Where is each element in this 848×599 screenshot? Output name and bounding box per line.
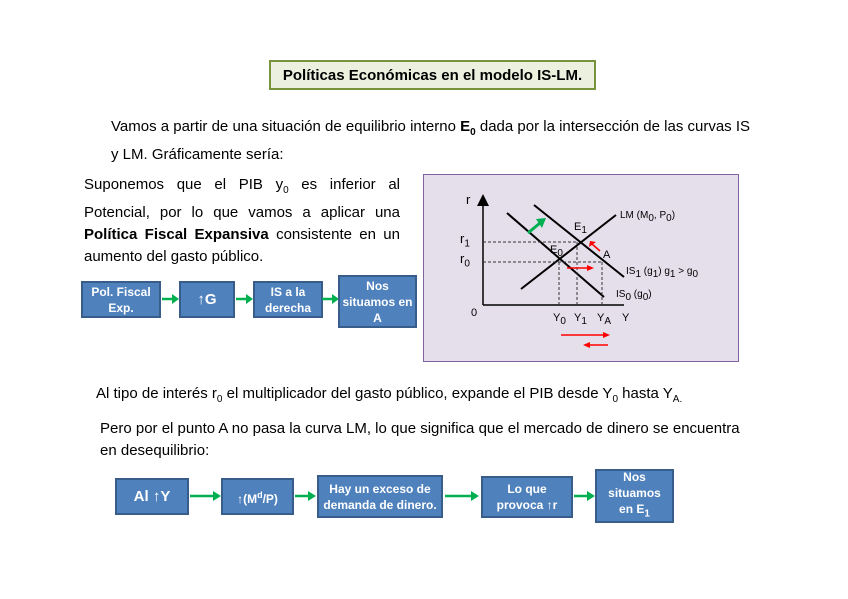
intro-text-2: dada por la intersección de las curvas IS y LM. Gráficamente sería: (111, 118, 751, 163)
flow1-box-is: IS a la derecha (253, 281, 323, 318)
page-title (269, 60, 596, 90)
suppose-text-1: Suponemos que el PIB y (84, 176, 284, 193)
e0-label: $E_0$ (550, 244, 563, 260)
suppose-text-2: es inferior al Potencial, por lo que vamos a aplicar una (84, 176, 400, 221)
is1-label: $IS_1$ $(g_1) g_1 > g_0$ (626, 266, 699, 280)
flow2-box-r: Lo que provoca ↑r (481, 476, 573, 518)
origin-label: 0 (471, 307, 478, 319)
lm-label: LM ($M_0$, $P_0$) (620, 210, 676, 224)
r1-label: $r_1$ (460, 231, 470, 250)
flow1-arrow-2 (236, 292, 254, 306)
flow2-arrow-2 (295, 489, 317, 503)
e1-label: $E_1$ (574, 221, 587, 237)
red-arrow-a (567, 265, 594, 271)
is-lm-graph (423, 174, 739, 362)
is0-label: $IS_0$ $(g_0)$ (616, 289, 652, 303)
multiplier-paragraph: Al tipo de interés $r_0$ el multiplicador del gasto público, expande el PIB desde $Y_0$ hasta $Y_{A.}$ (96, 385, 683, 405)
fiscal-policy-bold: Política Fiscal Expansiva (84, 226, 269, 243)
flow2-box-md: $↑(M^d/P)$ (221, 478, 294, 515)
y0-label: $Y_0$ (553, 312, 566, 328)
axis-r-label: r (466, 192, 471, 207)
is1-curve (534, 205, 624, 277)
flow1-arrow-1 (162, 292, 180, 306)
r0-label: $r_0$ (460, 251, 470, 270)
lm-paragraph: Pero por el punto A no pasa la curva LM, lo que significa que el mercado de dinero se encuentra en desequilibrio: (100, 420, 740, 459)
y1-label: $Y_1$ (574, 312, 587, 328)
flow1-box-fiscal: Pol. Fiscal Exp. (81, 281, 161, 318)
suppose-text-3: consistente en un aumento del gasto público. (84, 226, 400, 265)
red-arrow-bottom-right (561, 332, 610, 338)
suppose-paragraph (84, 174, 400, 268)
flow2-box-e1: Nos situamos en $E_1$ (595, 469, 674, 523)
intro-paragraph (111, 116, 751, 166)
flow1-box-a: Nos situamos en A (338, 275, 417, 328)
title-text: Políticas Económicas en el modelo IS-LM. (282, 66, 583, 84)
axis-y-label: Y (622, 312, 630, 324)
flow2-arrow-1 (190, 489, 222, 503)
ya-label: $Y_A$ (597, 312, 612, 328)
intro-text-1: Vamos a partir de una situación de equilibrio interno (111, 118, 461, 135)
flow2-box-y: Al ↑Y (115, 478, 189, 515)
flow2-arrow-3 (445, 489, 480, 503)
flow2-box-excess: Hay un exceso de demanda de dinero. (317, 475, 443, 518)
green-shift-arrow (528, 218, 546, 233)
flow1-box-g: ↑G (179, 281, 235, 318)
y0-sub: 0 (283, 185, 289, 196)
red-arrow-bottom-left (583, 342, 608, 348)
point-a-label: A (603, 249, 611, 261)
e0-symbol: $E_0$ (460, 118, 476, 138)
flow2-arrow-4 (574, 489, 596, 503)
